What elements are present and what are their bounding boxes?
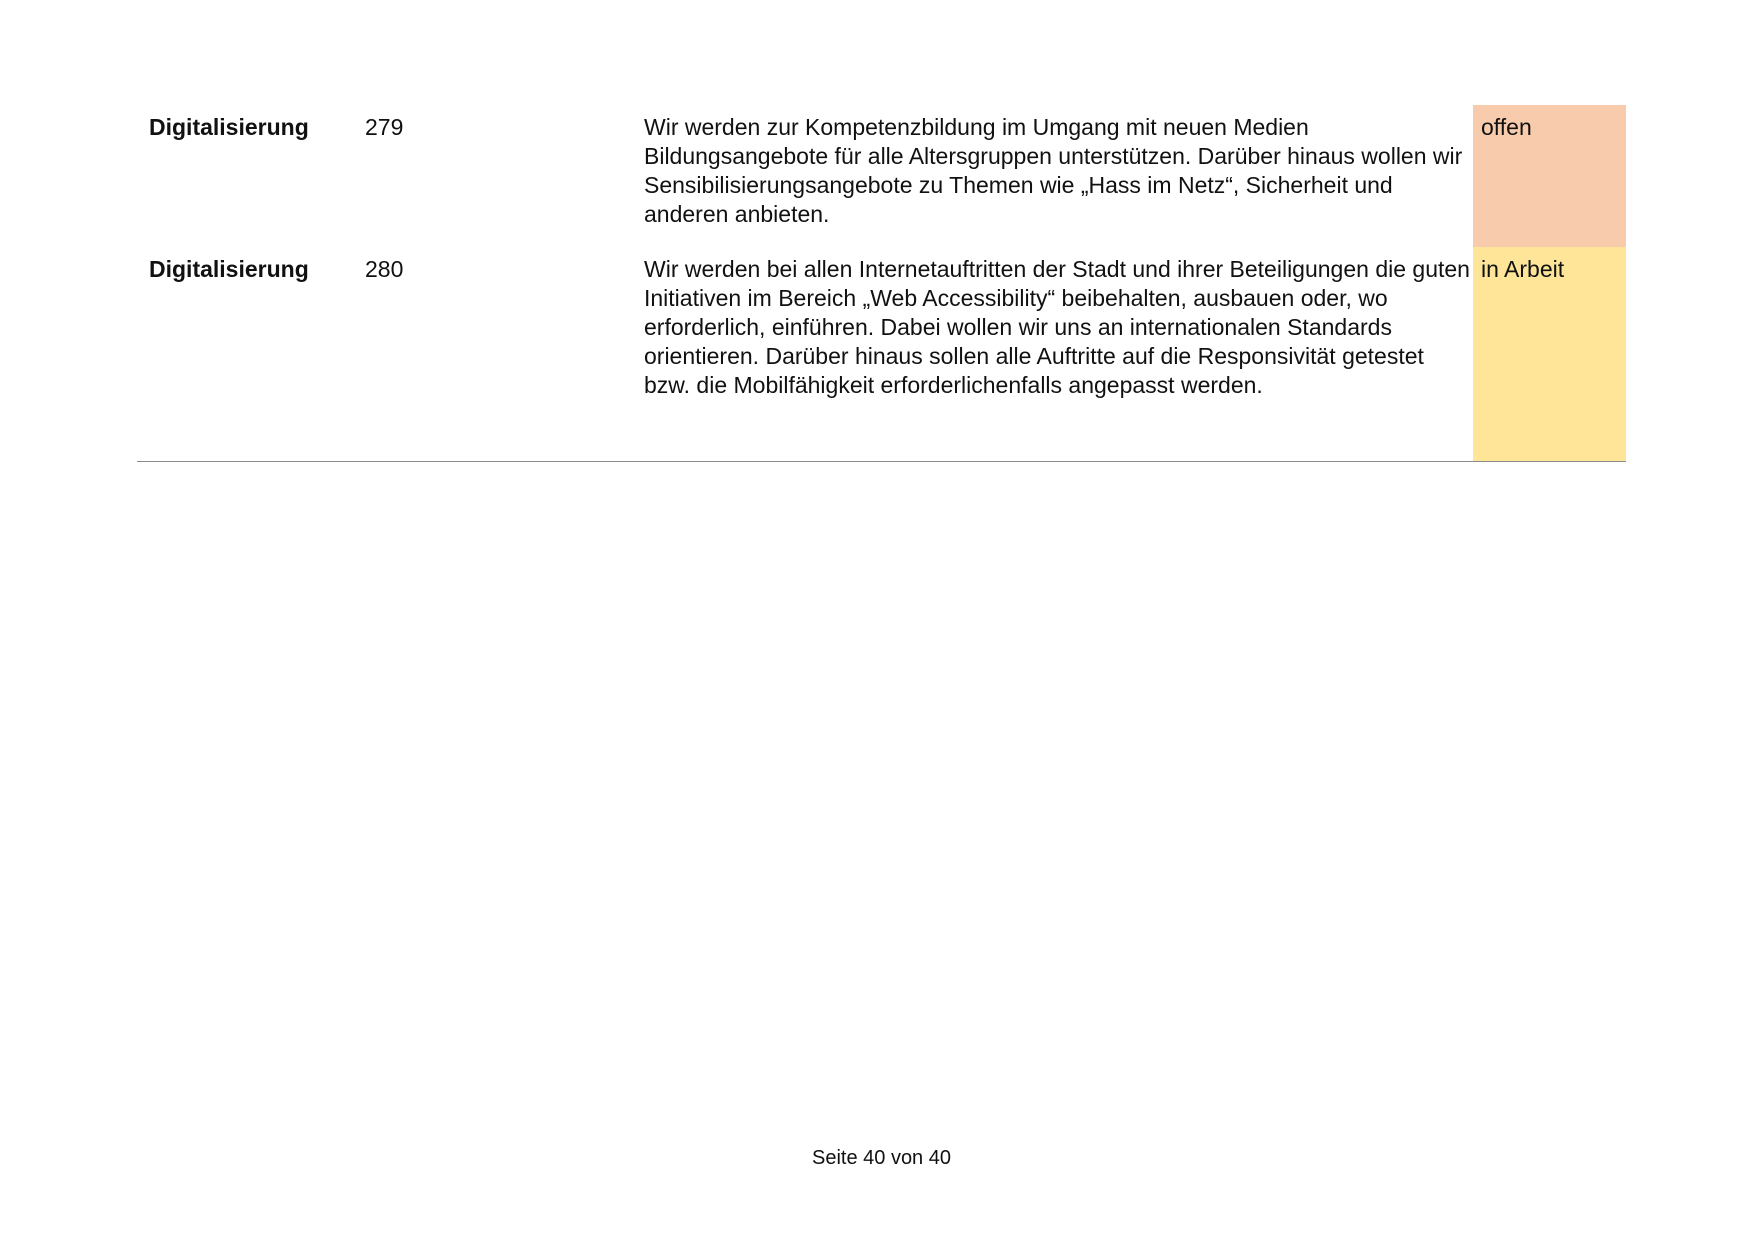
topic-cell: Digitalisierung bbox=[149, 114, 309, 140]
page-number-label: Seite 40 bbox=[811, 1147, 886, 1169]
topic-cell: Digitalisierung bbox=[149, 256, 309, 282]
status-cell: in Arbeit bbox=[1473, 247, 1626, 461]
description-cell: Wir werden bei allen Internetauftritten der Stadt und ihrer Beteiligungen die guten Initiativen im Bereich „Web Accessibility“ beibehalten, ausbauen oder, wo erforderlich, einführen. Dabei wollen wir uns an internationalen Standards orientieren. Darüber hinaus sollen alle Auftritte auf die Responsivität getestet bzw. die Mobilfähigkeit erforderlichenfalls angepasst werden. bbox=[644, 256, 1470, 398]
number-cell: 279 bbox=[365, 114, 404, 140]
page-footer bbox=[0, 1147, 1753, 1170]
measures-table bbox=[137, 105, 1626, 462]
number-cell: 280 bbox=[365, 256, 404, 282]
status-cell: offen bbox=[1473, 105, 1626, 247]
description-cell: Wir werden zur Kompetenzbildung im Umgang mit neuen Medien Bildungsangebote für alle Altersgruppen unterstützen. Darüber hinaus wollen wir Sensibilisierungsangebote zu Themen wie „Hass im Netz“, Sicherheit und anderen anbieten. bbox=[644, 114, 1463, 227]
page-total-label: von 40 bbox=[890, 1147, 951, 1169]
table-row bbox=[137, 105, 1626, 247]
table-row bbox=[137, 247, 1626, 461]
